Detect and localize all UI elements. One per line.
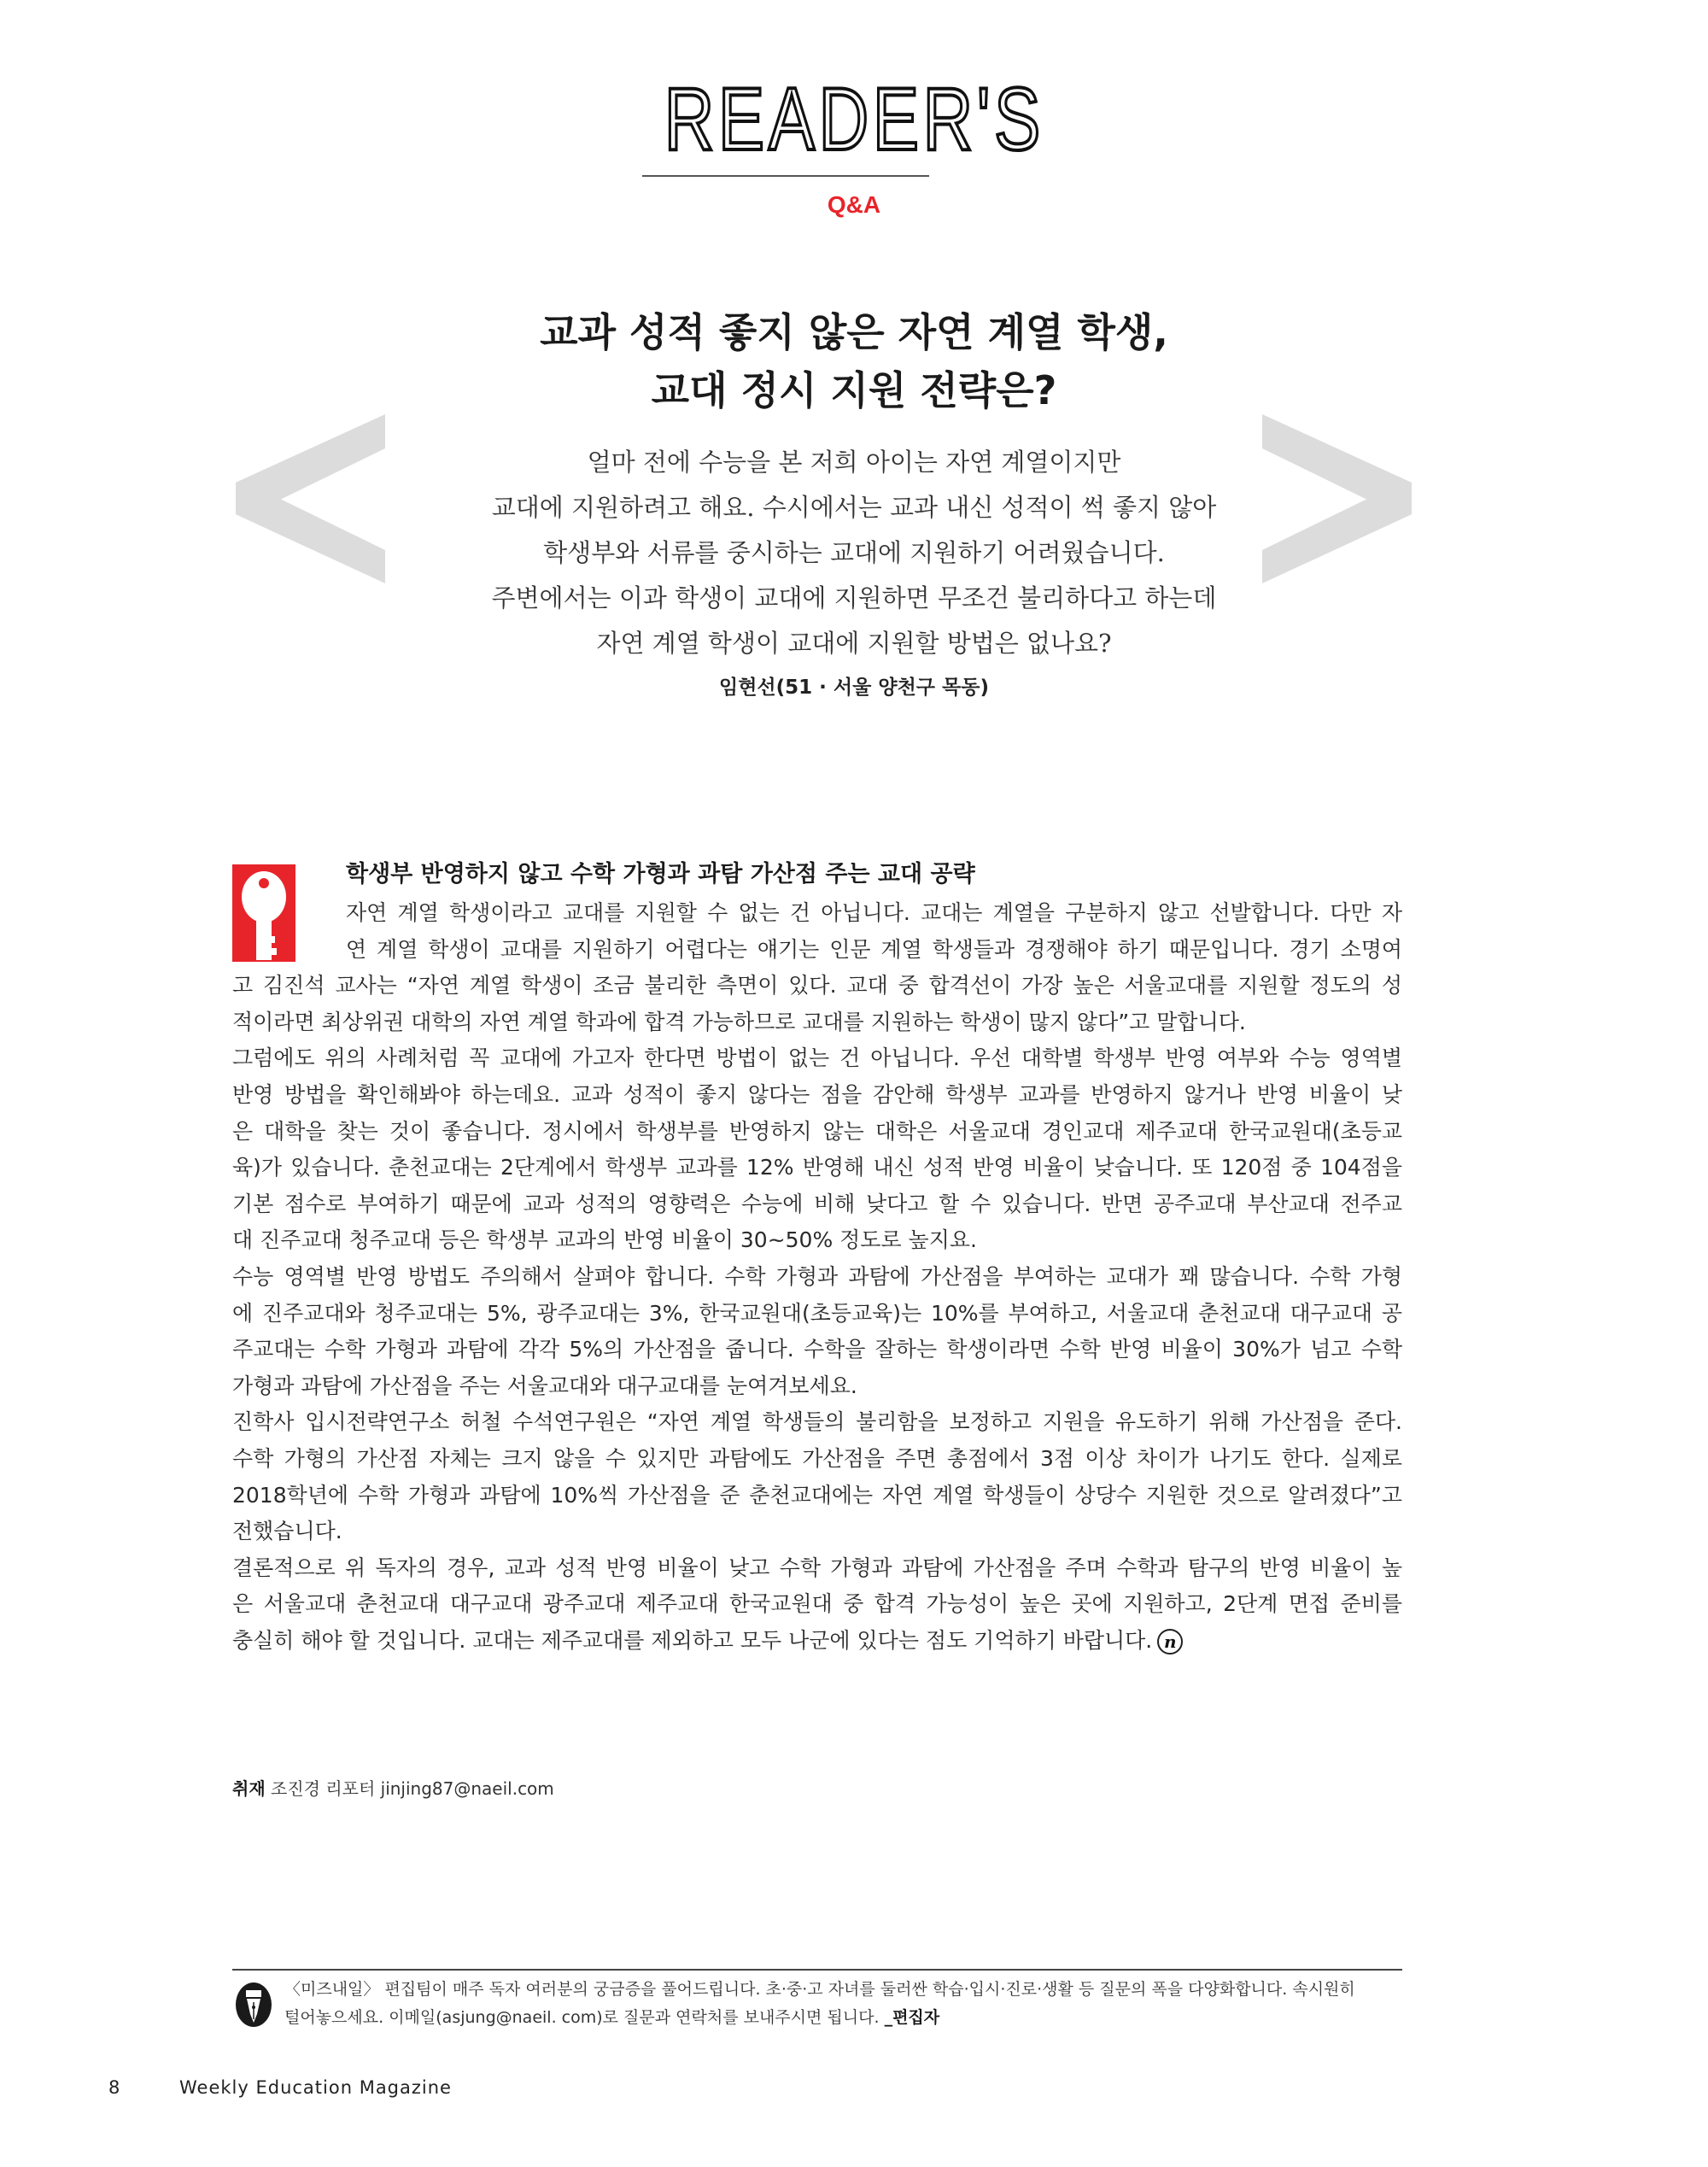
answer-line: 그럼에도 위의 사례처럼 꼭 교대에 가고자 한다면 방법이 없는 건 아닙니다. 우선 대학별 학생부 반영 여부와 수능 영역별 [232, 1045, 1402, 1071]
answer-line: 주교대는 수학 가형과 과탐에 각각 5%의 가산점을 줍니다. 수학을 잘하는 학생이라면 수학 반영 비율이 30%가 넘고 수학 [232, 1337, 1402, 1362]
answer-line: 대 진주교대 청주교대 등은 학생부 교과의 반영 비율이 30~50% 정도로 높지요. [232, 1227, 977, 1253]
question-body [0, 440, 1708, 666]
answer-heading: 학생부 반영하지 않고 수학 가형과 과탐 가산점 주는 교대 공략 [346, 861, 975, 887]
editor-notice [284, 1976, 1403, 2032]
answer-line: 전했습니다. [232, 1519, 342, 1544]
answer-line: 적이라면 최상위권 대학의 자연 계열 학과에 합격 가능하므로 교대를 지원하는 학생이 많지 않다”고 말합니다. [232, 1009, 1246, 1034]
question-title-line: 교과 성적 좋지 않은 자연 계열 학생, [540, 309, 1168, 355]
answer-last-line [232, 1623, 1402, 1660]
question-line: 얼마 전에 수능을 본 저희 아이는 자연 계열이지만 [587, 448, 1121, 477]
notice-signature: _편집자 [884, 2008, 940, 2027]
notice-line-2 [284, 2004, 1403, 2032]
question-line: 학생부와 서류를 중시하는 교대에 지원하기 어려웠습니다. [543, 538, 1165, 567]
masthead-divider [642, 175, 929, 177]
answer-line: 반영 방법을 확인해봐야 하는데요. 교과 성적이 좋지 않다는 점을 감안해 학생부 교과를 반영하지 않거나 반영 비율이 낮 [232, 1081, 1402, 1107]
answer-body [232, 895, 1402, 1659]
answer-line: 진학사 입시전략연구소 허철 수석연구원은 “자연 계열 학생들의 불리함을 보정하고 지원을 유도하기 위해 가산점을 준다. [232, 1409, 1402, 1435]
end-mark-icon: n [1157, 1629, 1183, 1655]
answer-line: 은 대학을 찾는 것이 좋습니다. 정시에서 학생부를 반영하지 않는 대학은 서울교대 경인교대 제주교대 한국교원대(초등교 [232, 1118, 1402, 1144]
answer-line: 기본 점수로 부여하기 때문에 교과 성적의 영향력은 수능에 비해 낮다고 할 수 있습니다. 반면 공주교대 부산교대 전주교 [232, 1191, 1402, 1216]
answer-line: 수학 가형의 가산점 자체는 크지 않을 수 있지만 과탐에도 가산점을 주면 총점에서 3점 이상 차이가 나기도 한다. 실제로 [232, 1445, 1402, 1471]
notice-divider [232, 1969, 1402, 1971]
fountain-pen-icon [235, 1982, 272, 2028]
answer-line: 자연 계열 학생이라고 교대를 지원할 수 없는 건 아닙니다. 교대는 계열을 구분하지 않고 선발합니다. 다만 자 [346, 900, 1402, 925]
reporter-credit [232, 1775, 554, 1800]
answer-line: 충실히 해야 할 것입니다. 교대는 제주교대를 제외하고 모두 나군에 있다는 점도 기억하기 바랍니다. [232, 1627, 1153, 1653]
answer-line: 고 김진석 교사는 “자연 계열 학생이 조금 불리한 측면이 있다. 교대 중 합격선이 가장 높은 서울교대를 지원할 정도의 성 [232, 973, 1402, 999]
notice-line: 〈미즈내일〉 편집팀이 매주 독자 여러분의 궁금증을 풀어드립니다. 초·중·고 자녀를 둘러싼 학습·입시·진로·생활 등 질문의 폭을 다양화합니다. 속시원히 [284, 1980, 1355, 1999]
question-line: 주변에서는 이과 학생이 교대에 지원하면 무조건 불리하다고 하는데 [491, 583, 1217, 612]
answer-line: 결론적으로 위 독자의 경우, 교과 성적 반영 비율이 낮고 수학 가형과 과탐에 가산점을 주며 수학과 탐구의 반영 비율이 높 [232, 1555, 1402, 1580]
masthead [0, 70, 1708, 169]
page-number: 8 [108, 2077, 120, 2098]
answer-line: 연 계열 학생이 교대를 지원하기 어렵다는 얘기는 인문 계열 학생들과 경쟁해야 하기 때문입니다. 경기 소명여 [346, 936, 1402, 962]
answer-line: 에 진주교대와 청주교대는 5%, 광주교대는 3%, 한국교원대(초등교육)는 10%를 부여하고, 서울교대 춘천교대 대구교대 공 [232, 1300, 1402, 1326]
answer-line: 수능 영역별 반영 방법도 주의해서 살펴야 합니다. 수학 가형과 과탐에 가산점을 부여하는 교대가 꽤 많습니다. 수학 가형 [232, 1263, 1402, 1289]
section-subtitle: Q&A [827, 191, 881, 218]
answer-line: 가형과 과탐에 가산점을 주는 서울교대와 대구교대를 눈여겨보세요. [232, 1373, 857, 1398]
answer-line: 은 서울교대 춘천교대 대구교대 광주교대 제주교대 한국교원대 중 합격 가능성이 높은 곳에 지원하고, 2단계 면접 준비를 [232, 1591, 1402, 1617]
question-title [0, 303, 1708, 419]
answer-line: 2018학년에 수학 가형과 과탐에 10%씩 가산점을 준 춘천교대에는 자연 계열 학생들이 상당수 지원한 것으로 알려졌다”고 [232, 1482, 1402, 1508]
asker-name: 임현선(51 · 서울 양천구 목동) [719, 676, 989, 699]
notice-line: 털어놓으세요. 이메일(asjung@naeil. com)로 질문과 연락처를 보내주시면 됩니다. [284, 2008, 885, 2027]
credit-label: 취재 [232, 1778, 266, 1799]
question-line: 교대에 지원하려고 해요. 수시에서는 교과 내신 성적이 썩 좋지 않아 [491, 493, 1217, 522]
section-title: READER'S [664, 70, 1044, 169]
question-line: 자연 계열 학생이 교대에 지원할 방법은 없나요? [596, 629, 1112, 658]
question-title-line: 교대 정시 지원 전략은? [651, 367, 1057, 413]
magazine-name: Weekly Education Magazine [179, 2077, 452, 2098]
credit-text: 조진경 리포터 jinjing87@naeil.com [271, 1778, 554, 1799]
answer-line: 육)가 있습니다. 춘천교대는 2단계에서 학생부 교과를 12% 반영해 내신 성적 반영 비율이 낮습니다. 또 120점 중 104점을 [232, 1155, 1402, 1180]
